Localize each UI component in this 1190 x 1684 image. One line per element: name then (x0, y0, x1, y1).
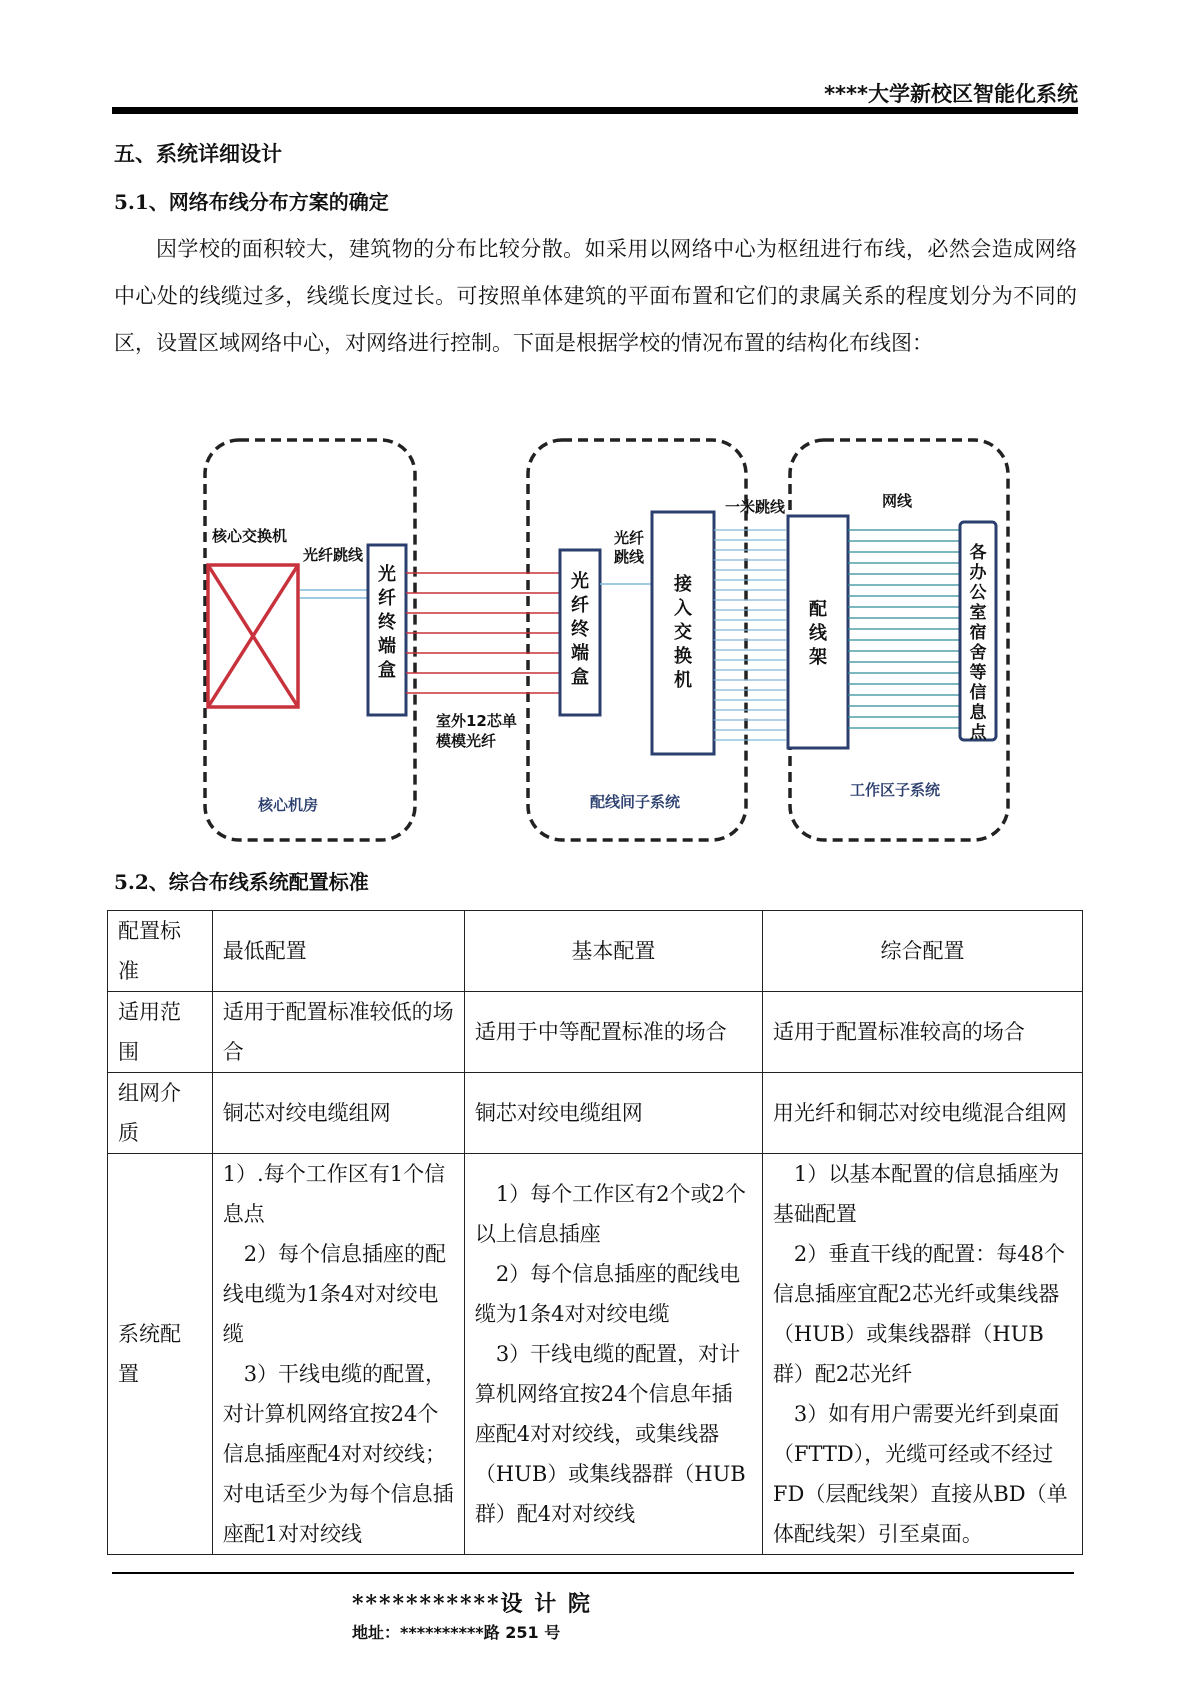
odf-mid-label: 光纤终端盒 (571, 571, 589, 688)
table-cell: 铜芯对绞电缆组网 (212, 1073, 464, 1154)
network-cable-lines (848, 530, 960, 728)
config-table (107, 910, 1083, 1555)
table-cell: 用光纤和铜芯对绞电缆混合组网 (762, 1073, 1082, 1154)
table-header-cell: 综合配置 (762, 911, 1082, 992)
fiber-jumper-mid-label-1: 光纤 (614, 529, 645, 547)
section-title: 五、系统详细设计 (114, 141, 282, 166)
table-header-row (108, 911, 1083, 992)
outdoor-fiber-label-1: 室外12芯单 (436, 712, 517, 730)
distribution-subsystem-label: 配线间子系统 (590, 793, 681, 811)
table-cell: 铜芯对绞电缆组网 (464, 1073, 762, 1154)
fiber-jumper-left-label: 光纤跳线 (303, 546, 364, 564)
cell-item: 3）干线电缆的配置，对计算机网络宜按24个信息插座配4对对绞线；对电话至少为每个信息插座配1对对绞线 (222, 1362, 454, 1546)
table-row (108, 1073, 1083, 1154)
access-switch-label: 接入交换机 (674, 574, 692, 691)
one-meter-jumper-label: 一米跳线 (725, 498, 786, 516)
row-label: 系统配置 (108, 1154, 213, 1555)
subsection-title-2: 5.2、综合布线系统配置标准 (114, 870, 369, 894)
outdoor-fiber-label-2: 模模光纤 (436, 732, 497, 750)
cell-item: 3）如有用户需要光纤到桌面（FTTD），光缆可经或不经过FD（层配线架）直接从BD（单体配线架）引至桌面。 (772, 1402, 1068, 1546)
odf-left-label: 光纤终端盒 (378, 564, 396, 681)
footer-org: ***********设 计 院 (352, 1591, 592, 1617)
footer-address: 地址：**********路 251 号 (352, 1623, 561, 1642)
row-label: 适用范围 (108, 992, 213, 1073)
outdoor-fiber-lines (406, 573, 560, 693)
table-cell: 适用于配置标准较低的场合 (212, 992, 464, 1073)
table-cell: 适用于中等配置标准的场合 (464, 992, 762, 1073)
cabling-diagram (190, 430, 1020, 850)
table-header-cell: 最低配置 (212, 911, 464, 992)
row-label: 组网介质 (108, 1073, 213, 1154)
cell-item: 2）垂直干线的配置：每48个信息插座宜配2芯光纤或集线器（HUB）或集线器群（HUB群）配2芯光纤 (772, 1242, 1065, 1386)
cell-item: 2）每个信息插座的配线电缆为1条4对对绞电缆 (474, 1262, 741, 1326)
table-cell (762, 1154, 1082, 1555)
table-cell (212, 1154, 464, 1555)
fiber-jumper-mid-label-2: 跳线 (614, 548, 645, 566)
core-switch-icon (208, 565, 298, 707)
core-room-label: 核心机房 (258, 796, 319, 814)
work-area-subsystem-label: 工作区子系统 (850, 781, 941, 799)
table-header-cell: 基本配置 (464, 911, 762, 992)
table-cell (464, 1154, 762, 1555)
table-row (108, 992, 1083, 1073)
cell-item: 1）以基本配置的信息插座为基础配置 (772, 1162, 1060, 1226)
table-cell: 适用于配置标准较高的场合 (762, 992, 1082, 1073)
table-header-cell: 配置标准 (108, 911, 213, 992)
cell-item: 1）每个工作区有2个或2个以上信息插座 (474, 1182, 746, 1246)
cell-item: 2）每个信息插座的配线电缆为1条4对对绞电缆 (222, 1242, 447, 1346)
info-points-label: 各办公室宿舍等信息点 (969, 543, 987, 743)
cell-item: 1）.每个工作区有1个信息点 (222, 1162, 446, 1226)
subsection-title-1: 5.1、网络布线分布方案的确定 (114, 190, 389, 214)
core-switch-label: 核心交换机 (212, 527, 288, 545)
network-cable-label: 网线 (882, 492, 913, 510)
one-meter-jumper-lines (714, 530, 786, 740)
header-rule (112, 107, 1078, 114)
footer-rule (112, 1572, 1074, 1574)
intro-paragraph: 因学校的面积较大，建筑物的分布比较分散。如采用以网络中心为枢纽进行布线，必然会造成网络中心处的线缆过多，线缆长度过长。可按照单体建筑的平面布置和它们的隶属关系的程度划分为不同的区，设置区域网络中心，对网络进行控制。下面是根据学校的情况布置的结构化布线图： (114, 237, 1077, 355)
cell-item: 3）干线电缆的配置，对计算机网络宜按24个信息年插座配4对对绞线，或集线器（HUB）或集线器群（HUB群）配4对对绞线 (474, 1342, 746, 1526)
patch-panel-label: 配线架 (809, 599, 827, 668)
table-row (108, 1154, 1083, 1555)
header-title: ****大学新校区智能化系统 (824, 82, 1078, 106)
